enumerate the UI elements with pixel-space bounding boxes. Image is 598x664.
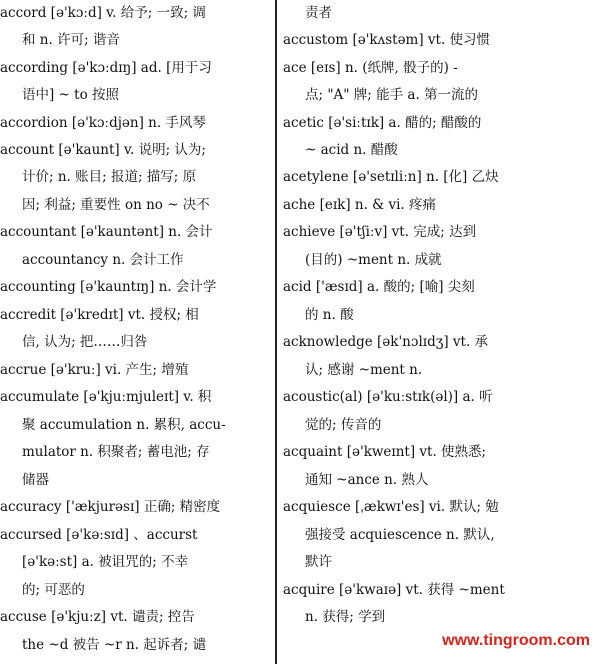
right-line-5: acetic [ə'siːtɪk] a. 醋的; 醋酸的 <box>283 115 482 131</box>
left-line-7: 计价; n. 账目; 报道; 描写; 原 <box>22 169 197 185</box>
left-line-3: according [ə'kɔːdɪŋ] ad. [用于习 <box>0 60 212 76</box>
right-line-22: acquire [ə'kwaɪə] vt. 获得 ~ment <box>283 582 505 598</box>
left-line-22: 的; 可恶的 <box>22 582 85 598</box>
left-line-19: accuracy ['ækjurəsɪ] 正确; 精密度 <box>0 499 221 515</box>
left-line-16: 聚 accumulation n. 累积, accu- <box>22 417 226 433</box>
right-line-14: 认; 感谢 ~ment n. <box>305 362 423 378</box>
right-line-13: acknowledge [ək'nɔlɪdʒ] vt. 承 <box>283 334 489 350</box>
left-line-20: accursed [ə'kəːsɪd] 、accurst <box>0 527 198 543</box>
watermark: www.tingroom.com <box>442 632 590 649</box>
left-line-18: 储器 <box>22 472 49 488</box>
left-line-10: accountancy n. 会计工作 <box>22 252 184 268</box>
right-line-19: acquiesce [ˌækwɪ'es] vi. 默认; 勉 <box>283 499 499 515</box>
left-line-23: accuse [ə'kjuːz] vt. 谴责; 控告 <box>0 609 195 625</box>
right-line-9: achieve [ə'tʃiːv] vt. 完成; 达到 <box>283 224 477 240</box>
right-line-16: 觉的; 传音的 <box>305 417 382 433</box>
right-line-15: acoustic(al) [ə'kuːstɪk(əl)] a. 听 <box>283 389 493 405</box>
left-line-21: [ə'kəːst] a. 被诅咒的; 不幸 <box>22 554 189 570</box>
right-line-4: 点; "A" 牌; 能手 a. 第一流的 <box>305 87 479 103</box>
left-line-14: accrue [ə'kruː] vi. 产生; 增殖 <box>0 362 189 378</box>
left-line-5: accordion [ə'kɔːdjən] n. 手风琴 <box>0 115 206 131</box>
left-line-9: accountant [ə'kauntənt] n. 会计 <box>0 224 213 240</box>
left-line-12: accredit [ə'kredɪt] vt. 授权; 相 <box>0 307 199 323</box>
left-line-15: accumulate [ə'kjuːmjuleɪt] v. 积 <box>0 389 212 405</box>
left-line-13: 信, 认为; 把……归咎 <box>22 334 148 350</box>
right-line-6: ~ acid n. 醋酸 <box>305 142 398 158</box>
right-line-7: acetylene [ə'setɪliːn] n. [化] 乙炔 <box>283 169 499 185</box>
left-line-2: 和 n. 许可; 谐音 <box>22 32 120 48</box>
right-line-12: 的 n. 酸 <box>305 307 354 323</box>
left-line-11: accounting [ə'kauntɪŋ] n. 会计学 <box>0 279 217 295</box>
left-line-6: account [ə'kaunt] v. 说明; 认为; <box>0 142 206 158</box>
right-line-20: 强接受 acquiescence n. 默认, <box>305 527 495 543</box>
left-line-17: mulator n. 积聚者; 蓄电池; 存 <box>22 444 210 460</box>
right-line-23: n. 获得; 学到 <box>305 609 386 625</box>
right-line-8: ache [eɪk] n. & vi. 疼痛 <box>283 197 437 213</box>
left-line-8: 因; 利益; 重要性 on no ~ 决不 <box>22 197 210 213</box>
left-line-24: the ~d 被告 ~r n. 起诉者; 谴 <box>22 637 207 653</box>
left-line-4: 语中] ~ to 按照 <box>22 87 120 103</box>
left-line-1: accord [ə'kɔːd] v. 给予; 一致; 调 <box>0 5 206 21</box>
right-line-10: (目的) ~ment n. 成就 <box>305 252 442 268</box>
right-line-11: acid ['æsɪd] a. 酸的; [喻] 尖刻 <box>283 279 475 295</box>
right-line-2: accustom [ə'kʌstəm] vt. 使习惯 <box>283 32 491 48</box>
right-line-21: 默许 <box>305 554 332 570</box>
right-line-17: acquaint [ə'kweɪnt] vt. 使熟悉; <box>283 444 487 460</box>
column-divider <box>275 0 277 664</box>
right-line-18: 通知 ~ance n. 熟人 <box>305 472 429 488</box>
right-line-1: 责者 <box>305 5 332 21</box>
right-line-3: ace [eɪs] n. (纸牌, 骰子的) - <box>283 60 458 76</box>
